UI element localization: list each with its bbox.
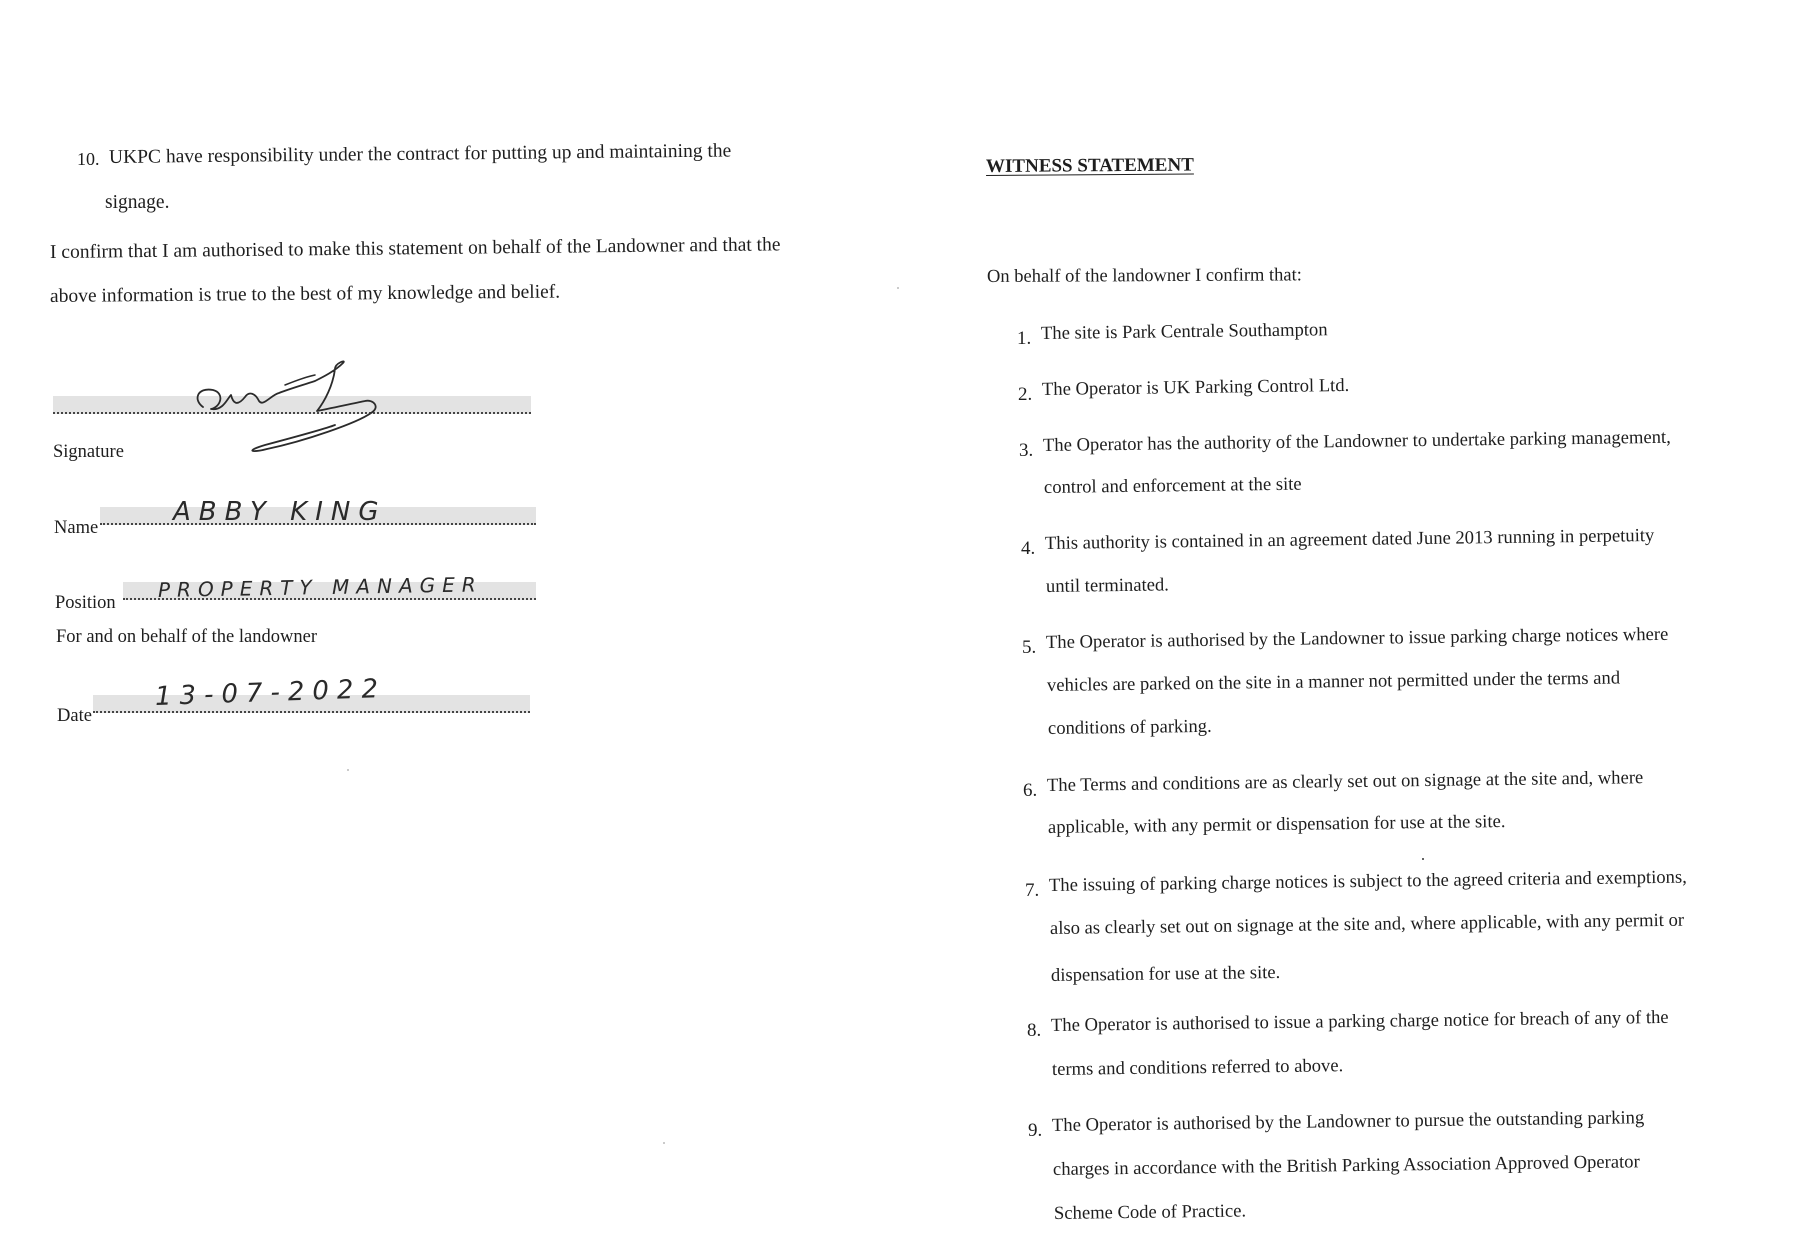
list-item-number: 1.: [1017, 328, 1032, 349]
list-item-line: The Operator is authorised by the Landowner to pursue the outstanding parking: [1051, 1107, 1645, 1136]
list-item-line: The site is Park Centrale Southampton: [1040, 319, 1328, 344]
list-item-number: 2.: [1018, 384, 1033, 405]
item-10-number: 10.: [77, 149, 100, 169]
right-page: [960, 0, 1795, 1245]
list-item-line: control and enforcement at the site: [1043, 473, 1302, 498]
list-item-line: vehicles are parked on the site in a manner not permitted under the terms and: [1046, 667, 1621, 696]
scan-speck: [347, 769, 349, 771]
date-label: Date: [57, 706, 92, 726]
item-10-line1: UKPC have responsibility under the contract for putting up and maintaining the: [108, 140, 732, 168]
handwritten-signature: [185, 355, 445, 465]
list-item-line: The Operator has the authority of the Landowner to undertake parking management,: [1042, 426, 1671, 456]
list-item-number: 5.: [1022, 637, 1037, 658]
list-item-line: terms and conditions referred to above.: [1051, 1055, 1344, 1080]
behalf-label: For and on behalf of the landowner: [56, 627, 317, 647]
list-item-number: 9.: [1028, 1120, 1043, 1141]
list-item-line: applicable, with any permit or dispensation for use at the site.: [1047, 811, 1506, 838]
list-item-line: charges in accordance with the British Parking Association Approved Operator: [1052, 1151, 1640, 1180]
list-item-line: The Terms and conditions are as clearly set out on signage at the site and, where: [1046, 767, 1644, 796]
list-item-number: 3.: [1019, 440, 1034, 461]
list-item-line: This authority is contained in an agreement dated June 2013 running in perpetuity: [1044, 525, 1655, 554]
left-page: [0, 0, 880, 1245]
scan-speck: [897, 287, 899, 289]
list-item-number: 4.: [1021, 538, 1036, 559]
confirm-line1: I confirm that I am authorised to make this statement on behalf of the Landowner and that the: [49, 234, 781, 263]
witness-statement-heading: WITNESS STATEMENT: [985, 154, 1194, 177]
name-label: Name: [54, 518, 99, 538]
list-item-line: Scheme Code of Practice.: [1053, 1200, 1247, 1224]
list-item-number: 7.: [1025, 880, 1040, 901]
scan-speck: [1422, 858, 1424, 860]
list-item-line: conditions of parking.: [1047, 715, 1212, 739]
item-10-line2: signage.: [105, 192, 170, 213]
list-item-number: 8.: [1027, 1020, 1042, 1041]
position-value: PROPERTY MANAGER: [157, 572, 483, 602]
scan-speck: [663, 1142, 665, 1144]
list-item-line: until terminated.: [1045, 574, 1170, 597]
list-item-line: The Operator is authorised by the Landowner to issue parking charge notices where: [1045, 623, 1669, 653]
name-value: ABBY KING: [173, 497, 387, 527]
list-item-line: The Operator is authorised to issue a parking charge notice for breach of any of the: [1050, 1006, 1669, 1036]
intro-text: On behalf of the landowner I confirm that:: [986, 265, 1302, 287]
list-item-number: 6.: [1023, 780, 1038, 801]
list-item-line: The issuing of parking charge notices is subject to the agreed criteria and exemptions,: [1048, 866, 1687, 896]
date-value: 13-07-2022: [154, 673, 387, 712]
signature-label: Signature: [53, 442, 124, 462]
list-item-line: dispensation for use at the site.: [1050, 961, 1281, 986]
position-label: Position: [55, 593, 116, 613]
confirm-line2: above information is true to the best of my knowledge and belief.: [49, 281, 561, 307]
list-item-line: The Operator is UK Parking Control Ltd.: [1041, 374, 1350, 400]
list-item-line: also as clearly set out on signage at the site and, where applicable, with any permit or: [1049, 909, 1685, 939]
